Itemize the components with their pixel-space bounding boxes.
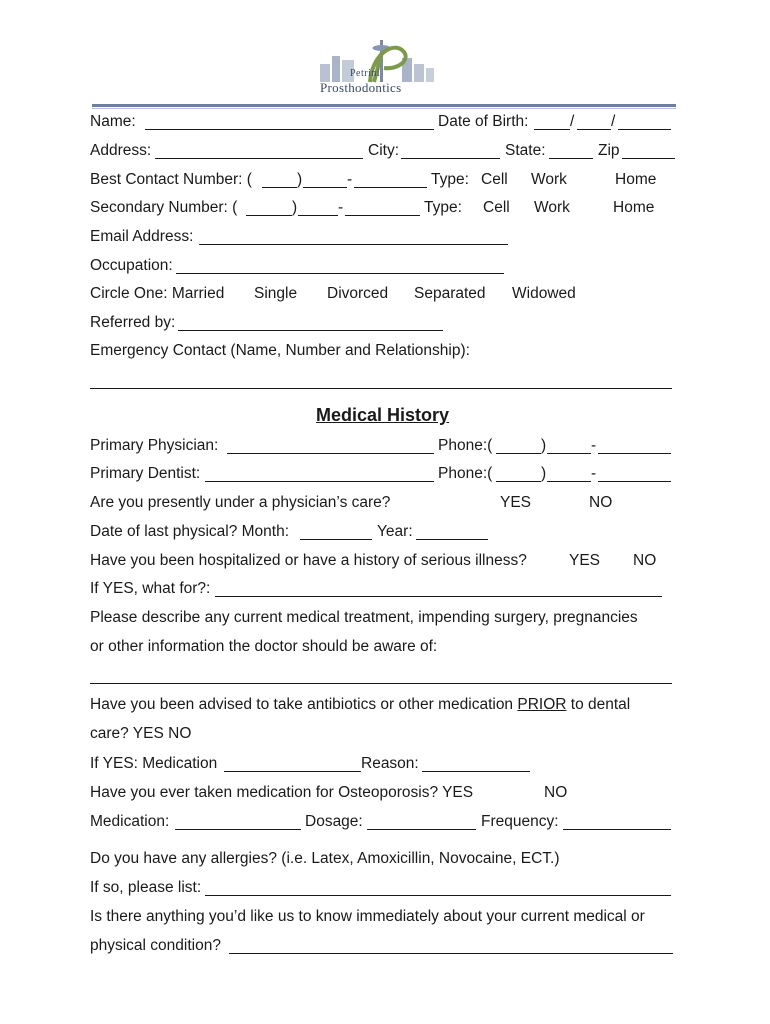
secondary-type-work[interactable]: Work: [534, 199, 570, 216]
secondary-type-cell[interactable]: Cell: [483, 199, 510, 216]
secondary-prefix-field[interactable]: [298, 215, 338, 216]
practice-logo: [312, 34, 442, 102]
dosage-label: Dosage:: [305, 813, 363, 830]
emergency-field[interactable]: [90, 388, 672, 389]
header-rule-thin: [92, 108, 676, 109]
antibiotics-question: Have you been advised to take antibiotics or other medication PRIOR to dental: [90, 696, 631, 713]
secondary-type-label: Type:: [424, 199, 462, 216]
under-care-question: Are you presently under a physician’s care?: [90, 494, 391, 511]
occupation-field[interactable]: [176, 273, 504, 274]
dob-day-field[interactable]: [577, 129, 611, 130]
frequency-label: Frequency:: [481, 813, 559, 830]
under-care-no[interactable]: NO: [589, 494, 613, 511]
city-label: City:: [368, 142, 399, 159]
logo-line1: Petrini: [350, 68, 381, 79]
best-area-code-field[interactable]: [262, 187, 297, 188]
marital-separated[interactable]: Separated: [414, 285, 486, 302]
marital-widowed[interactable]: Widowed: [512, 285, 576, 302]
secondary-label: Secondary Number: (: [90, 199, 238, 216]
dentist-prefix-field[interactable]: [547, 481, 591, 482]
anything-line-1: Is there anything you’d like us to know immediately about your current medical or: [90, 908, 645, 925]
best-dash: -: [347, 171, 353, 188]
best-number-field[interactable]: [354, 187, 427, 188]
referred-label: Referred by:: [90, 314, 176, 331]
email-label: Email Address:: [90, 228, 194, 245]
dentist-area-code-field[interactable]: [496, 481, 541, 482]
best-prefix-field[interactable]: [303, 187, 347, 188]
best-type-label: Type:: [431, 171, 469, 188]
physician-paren: ): [541, 437, 547, 454]
physician-field[interactable]: [227, 453, 434, 454]
city-field[interactable]: [401, 158, 500, 159]
address-label: Address:: [90, 142, 152, 159]
describe-line-1: Please describe any current medical treatment, impending surgery, pregnancies: [90, 609, 638, 626]
describe-field[interactable]: [90, 683, 672, 684]
antibiotics-yes-no[interactable]: care? YES NO: [90, 725, 192, 742]
secondary-type-home[interactable]: Home: [613, 199, 655, 216]
medical-history-heading: Medical History: [316, 405, 450, 425]
email-field[interactable]: [199, 244, 508, 245]
if-yes-medication-field[interactable]: [224, 771, 361, 772]
dob-slash-2: /: [611, 113, 616, 130]
dentist-dash: -: [591, 465, 597, 482]
last-physical-year-field[interactable]: [416, 539, 488, 540]
dentist-phone-label: Phone:(: [438, 465, 493, 482]
address-field[interactable]: [155, 158, 363, 159]
header-rule: [92, 104, 676, 107]
marital-divorced[interactable]: Divorced: [327, 285, 389, 302]
dosage-field[interactable]: [367, 829, 476, 830]
physician-number-field[interactable]: [598, 453, 671, 454]
reason-field[interactable]: [422, 771, 530, 772]
frequency-field[interactable]: [563, 829, 671, 830]
best-type-home[interactable]: Home: [615, 171, 657, 188]
last-physical-label: Date of last physical? Month:: [90, 523, 290, 540]
allergies-list-field[interactable]: [205, 895, 671, 896]
medication-field[interactable]: [175, 829, 301, 830]
dob-year-field[interactable]: [618, 129, 671, 130]
describe-line-2: or other information the doctor should be aware of:: [90, 638, 438, 655]
if-yes-what-label: If YES, what for?:: [90, 580, 211, 597]
dob-label: Date of Birth:: [438, 113, 529, 130]
hospitalized-yes[interactable]: YES: [569, 552, 601, 569]
marital-status-label[interactable]: Circle One: Married: [90, 285, 225, 302]
name-label: Name:: [90, 113, 136, 130]
allergies-question: Do you have any allergies? (i.e. Latex, Amoxicillin, Novocaine, ECT.): [90, 850, 560, 867]
under-care-yes[interactable]: YES: [500, 494, 532, 511]
dentist-paren: ): [541, 465, 547, 482]
best-type-work[interactable]: Work: [531, 171, 567, 188]
hospitalized-no[interactable]: NO: [633, 552, 657, 569]
physician-phone-label: Phone:(: [438, 437, 493, 454]
anything-line-2: physical condition?: [90, 937, 221, 954]
best-type-cell[interactable]: Cell: [481, 171, 508, 188]
dentist-number-field[interactable]: [598, 481, 671, 482]
last-physical-month-field[interactable]: [300, 539, 372, 540]
referred-field[interactable]: [178, 330, 443, 331]
name-field[interactable]: [145, 129, 434, 130]
reason-label: Reason:: [361, 755, 419, 772]
state-label: State:: [505, 142, 546, 159]
dentist-label: Primary Dentist:: [90, 465, 201, 482]
physician-prefix-field[interactable]: [547, 453, 591, 454]
osteoporosis-no[interactable]: NO: [544, 784, 568, 801]
zip-label: Zip: [598, 142, 620, 159]
dob-month-field[interactable]: [534, 129, 570, 130]
hospitalized-question: Have you been hospitalized or have a history of serious illness?: [90, 552, 527, 569]
osteoporosis-question: Have you ever taken medication for Osteoporosis? YES: [90, 784, 474, 801]
anything-field[interactable]: [229, 953, 673, 954]
logo-line2: Prosthodontics: [320, 80, 402, 95]
secondary-paren: ): [292, 199, 298, 216]
state-field[interactable]: [549, 158, 593, 159]
emergency-label: Emergency Contact (Name, Number and Relationship):: [90, 342, 470, 359]
medication-label: Medication:: [90, 813, 170, 830]
secondary-dash: -: [338, 199, 344, 216]
best-paren: ): [297, 171, 303, 188]
last-physical-year-label: Year:: [377, 523, 413, 540]
best-contact-label: Best Contact Number: (: [90, 171, 252, 188]
physician-area-code-field[interactable]: [496, 453, 541, 454]
secondary-number-field[interactable]: [345, 215, 420, 216]
if-yes-what-field[interactable]: [215, 596, 662, 597]
if-yes-medication-label: If YES: Medication: [90, 755, 218, 772]
occupation-label: Occupation:: [90, 257, 173, 274]
physician-dash: -: [591, 437, 597, 454]
physician-label: Primary Physician:: [90, 437, 219, 454]
allergies-list-label: If so, please list:: [90, 879, 202, 896]
dentist-field[interactable]: [205, 481, 434, 482]
marital-single[interactable]: Single: [254, 285, 298, 302]
secondary-area-code-field[interactable]: [246, 215, 292, 216]
dob-slash-1: /: [570, 113, 575, 130]
zip-field[interactable]: [622, 158, 675, 159]
